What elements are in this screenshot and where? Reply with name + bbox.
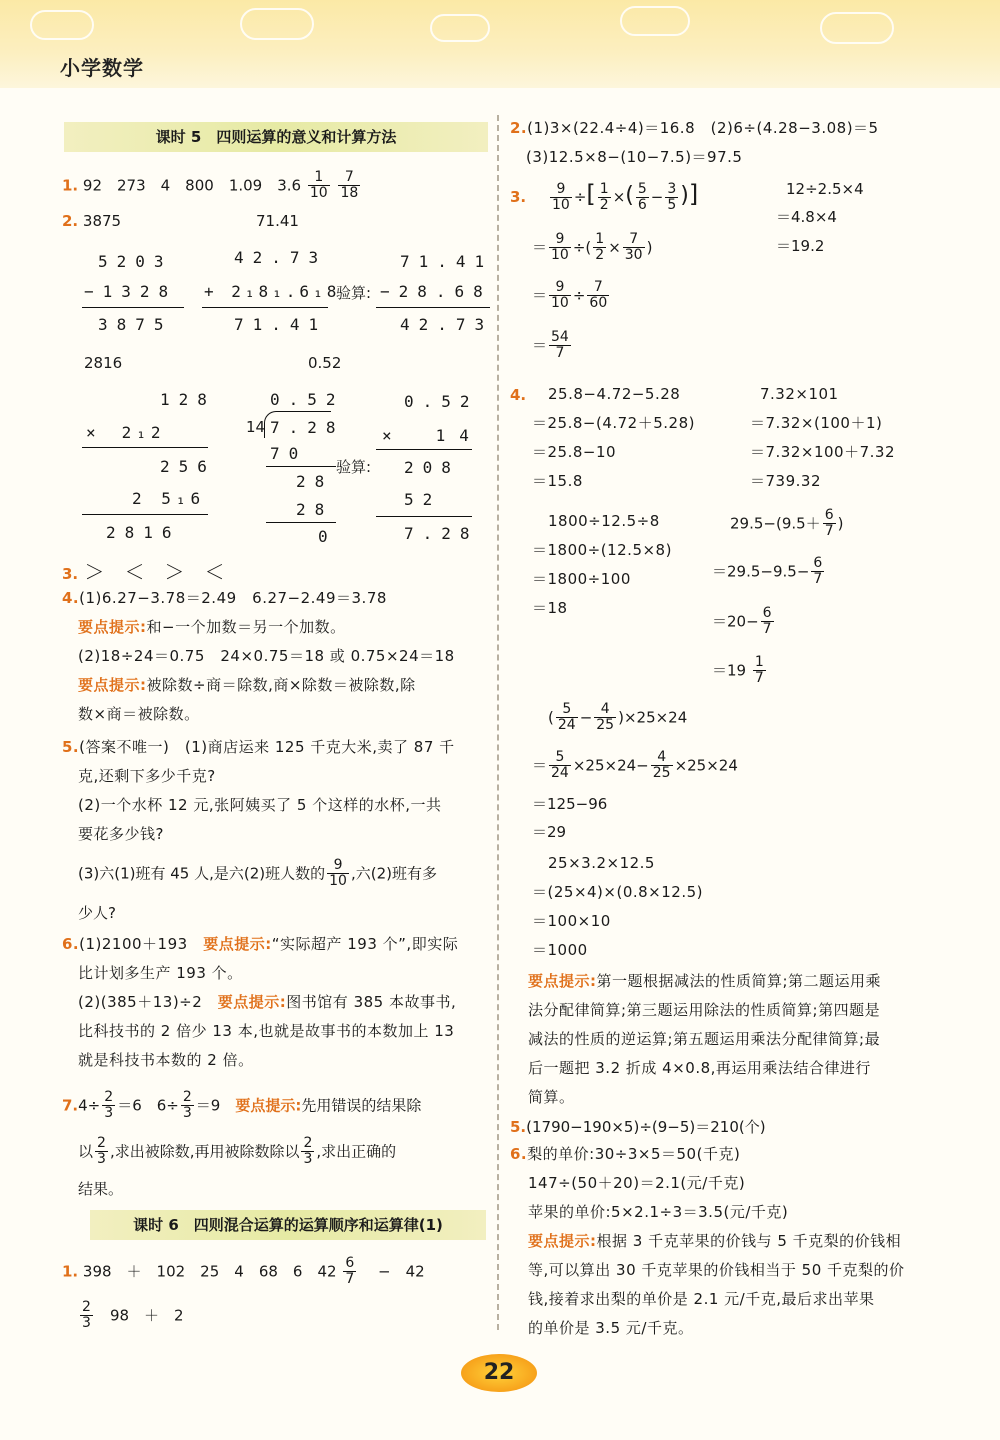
question-1 (62, 170, 362, 202)
answer-text: 克,还剩下多少千克? (78, 767, 216, 785)
question-5 (62, 733, 455, 849)
header-title: 小学数学 (60, 56, 144, 80)
fraction: $\frac{1}{10}$ (309, 169, 328, 202)
calc-step: ＝20− $\frac{6}{7}$ (712, 605, 772, 638)
answer-text: 少人? (78, 904, 116, 922)
question-4 (62, 584, 455, 729)
calc-row: 0.52 (404, 392, 479, 411)
calc-row: 128 (160, 390, 216, 409)
cloud-decoration (430, 14, 490, 42)
question-number: 7. (62, 1096, 79, 1115)
check-label: 验算: (336, 284, 372, 302)
fraction: $\frac{2}{3}$ (104, 1089, 114, 1122)
calc-row: 3875 (98, 315, 173, 334)
cloud-decoration (820, 12, 894, 44)
answer-text: 398 ＋ 102 25 4 68 6 42 (82, 1262, 337, 1281)
calc-row: −28.68 (380, 282, 492, 301)
question-7: 7.4÷ $\frac{2}{3}$ ＝6 6÷ $\frac{2}{3}$ ＝9 要点提示:先用错误的结果除 (62, 1089, 422, 1122)
divisor: 14 (246, 418, 266, 436)
calc-step: ＝ $\frac{54}{7}$ (532, 329, 569, 362)
question-number: 1. (62, 1262, 79, 1281)
cloud-decoration (620, 6, 690, 36)
answer-text: (1)6.27−3.78＝2.49 6.27−2.49＝3.78 (79, 589, 387, 607)
question-number: 5. (62, 738, 80, 756)
answer-text: (2)18÷24＝0.75 24×0.75＝18 或 0.75×24＝18 (78, 647, 455, 665)
answer-text: 3875 (82, 212, 122, 230)
tip-text: 就是科技书本数的 2 倍。 (78, 1051, 254, 1069)
question-number: 6. (62, 935, 80, 953)
calc-row: 0.52 (270, 390, 345, 409)
tip-text: 比计划多生产 193 个。 (78, 964, 243, 982)
tip-block: 要点提示:第一题根据减法的性质简算;第二题运用乘 法分配律简算;第三题运用除法的性质简算;第四题是 减法的性质的逆运算;第五题运用乘法分配律简算;最 后一题把 3.2 折成 4×0.8,再运用乘法结合律进行 简算。 (528, 972, 882, 1106)
calc-line (82, 514, 208, 515)
calc-step: ＝29 (532, 823, 567, 841)
header-banner (0, 0, 1000, 88)
calc-step: ＝29.5−9.5− $\frac{6}{7}$ (712, 555, 823, 588)
answer-text: (3)12.5×8−(10−7.5)＝97.5 (526, 148, 743, 166)
question-number: 2. (510, 119, 528, 137)
calc-step: ＝125−96 (532, 795, 608, 813)
answer-text: 梨的单价:30÷3×5＝50(千克) (527, 1145, 741, 1163)
calc-line (202, 307, 328, 308)
calc-row: 2816 (106, 523, 181, 542)
calc-step: ＝ $\frac{5}{24}$ ×25×24− $\frac{4}{25}$ ×25×24 (532, 749, 738, 782)
fraction: $\frac{2}{3}$ (182, 1089, 192, 1122)
r-question-6: 6.梨的单价:30÷3×5＝50(千克) 147÷(50＋20)＝2.1(元/千克) 苹果的单价:5×2.1÷3＝3.5(元/千克) 要点提示:根据 3 千克苹果的价钱与 5 千克梨的价钱相 等,可以算出 30 千克苹果的价钱相当于 50 千克梨的价 钱,接着求出梨的单价是 2.1 元/千克,最后求出苹果 的单价是 3.5 元/千克。 (510, 1145, 905, 1337)
calc-block-g: 25×3.2×12.5 ＝(25×4)×(0.8×12.5) ＝100×10 ＝1000 (532, 854, 703, 959)
calc-block-a: 25.8−4.72−5.28 ＝25.8−(4.72＋5.28) ＝25.8−10 ＝15.8 (532, 385, 695, 490)
calc-row: 71.41 (234, 315, 328, 334)
calc-row: 28 (296, 472, 334, 491)
question-3 (62, 560, 225, 584)
calc-row: 28 (296, 500, 334, 519)
calc-line (376, 449, 472, 450)
question-number: 4. (510, 386, 527, 404)
calc-row: −1328 (84, 282, 178, 301)
question-number: 4. (62, 589, 80, 607)
fraction: $\frac{6}{7}$ (345, 1255, 355, 1288)
question-2 (62, 212, 121, 230)
check-label: 验算: (336, 458, 372, 476)
question-number: 1. (62, 176, 79, 195)
cloud-decoration (30, 10, 94, 40)
fraction: $\frac{2}{3}$ (97, 1135, 106, 1168)
tip-text: 以 $\frac{2}{3}$ ,求出被除数,再用被除数除以 $\frac{2}{3}$ ,求出正确的 (78, 1135, 397, 1168)
calc-line (82, 307, 184, 308)
question-number: 3. (510, 188, 527, 206)
calc-step: 12÷2.5×4 (786, 180, 864, 198)
calc-line (376, 307, 490, 308)
tip-text: 数×商＝被除数。 (78, 705, 200, 723)
answer-text: (3)六(1)班有 45 人,是六(2)班人数的 $\frac{9}{10}$ ,六(2)班有多 (78, 857, 437, 890)
tip-text: 比科技书的 2 倍少 13 本,也就是故事书的本数加上 13 (78, 1022, 455, 1040)
lesson6-question-1 (62, 1256, 425, 1288)
tip-text: 被除数÷商＝除数,商×除数＝被除数,除 (146, 676, 416, 694)
calc-row: 70 (270, 444, 308, 463)
cloud-decoration (240, 8, 314, 40)
question-6: 6.(1)2100＋193 要点提示:“实际超产 193 个”,即实际 比计划多生产 193 个。 (2)(385＋13)÷2 要点提示:图书馆有 385 本故事书, 比科技书的 2 倍少 13 本,也就是故事书的本数加上 13 就是科技书本数的 2 倍。 (62, 930, 458, 1075)
answer-text: (1)3×(22.4÷4)＝16.8 (2)6÷(4.28−3.08)＝5 (527, 119, 879, 137)
fraction: $\frac{7}{18}$ (340, 169, 359, 202)
section-title-6: 课时 6 四则混合运算的运算顺序和运算律(1) (90, 1210, 486, 1240)
calc-block-c: 1800÷12.5÷8 ＝1800÷(12.5×8) ＝1800÷100 ＝18 (532, 512, 672, 617)
tip-text: 结果。 (78, 1180, 124, 1198)
tip-label: 要点提示: (528, 972, 597, 990)
answer-text: 92 273 4 800 1.09 3.6 (82, 176, 302, 195)
calc-line (266, 522, 336, 523)
r-question-5 (510, 1118, 766, 1136)
tip-label: 要点提示: (203, 935, 272, 953)
calc-row: 0 (318, 527, 337, 546)
answer-text: ＞ ＜ ＞ ＜ (84, 560, 225, 584)
calc-row: 7.28 (270, 418, 345, 437)
tip-text: 和−一个加数＝另一个加数。 (146, 618, 346, 636)
fraction: $\frac{2}{3}$ (303, 1135, 313, 1168)
calc-line (266, 466, 336, 467)
answer-text: (答案不唯一) (1)商店运来 125 千克大米,卖了 87 千 (79, 738, 455, 756)
tip-label: 要点提示: (217, 993, 287, 1011)
answer-text: 2816 (84, 354, 123, 372)
question-number: 2. (62, 212, 79, 230)
calc-line (376, 516, 472, 517)
calc-row: 52 (404, 490, 442, 509)
page-number: 22 (461, 1354, 537, 1392)
question-number: 5. (510, 1118, 527, 1136)
column-divider (497, 115, 499, 1330)
calc-row: 42.73 (400, 315, 494, 334)
answer-text: $\frac{2}{3}$ 98 ＋ 2 (82, 1299, 184, 1332)
calc-row: 42.73 (234, 248, 328, 267)
section-title-5: 课时 5 四则运算的意义和计算方法 (64, 122, 488, 152)
tip-label: 要点提示: (235, 1096, 302, 1115)
calc-row: 7.28 (404, 524, 479, 543)
calc-row: 208 (404, 458, 460, 477)
fraction: $\frac{2}{3}$ (82, 1299, 91, 1332)
calc-row: 2 5₁6 (132, 489, 206, 508)
calc-row: 71.41 (400, 252, 494, 271)
answer-text: − 42 (378, 1262, 425, 1281)
calc-step: ＝19 $\frac{1}{7}$ (712, 654, 764, 687)
fraction: $\frac{9}{10}$ (329, 857, 347, 890)
answer-text: (1790−190×5)÷(9−5)＝210(个) (526, 1118, 766, 1136)
answer-text: 71.41 (256, 212, 299, 230)
calc-step: ＝ $\frac{9}{10}$ ÷( $\frac{1}{2}$ × $\frac{7}{30}$ ) (532, 231, 653, 264)
calc-block-b: 7.32×101 ＝7.32×(100＋1) ＝7.32×100＋7.32 ＝739.32 (750, 385, 895, 490)
answer-text: 要花多少钱? (78, 825, 164, 843)
calc-step: ( $\frac{5}{24}$ − $\frac{4}{25}$ )×25×24 (548, 701, 688, 734)
answer-text: (2)一个水杯 12 元,张阿姨买了 5 个这样的水杯,一共 (78, 796, 442, 814)
calc-step: ＝4.8×4 (776, 208, 837, 226)
calc-row: 5203 (98, 252, 173, 271)
question-number: 6. (510, 1145, 528, 1163)
tip-label: 要点提示: (78, 618, 147, 636)
tip-label: 要点提示: (528, 1232, 597, 1250)
calc-step: ＝ $\frac{9}{10}$ ÷ $\frac{7}{60}$ (532, 279, 608, 312)
tip-label: 要点提示: (78, 676, 147, 694)
calc-row: × 14 (382, 426, 483, 445)
calc-row: × 2₁2 (86, 423, 166, 442)
calc-step: ＝19.2 (776, 237, 825, 255)
r-q3-line1: $\frac{9}{10}$ ÷[ $\frac{1}{2}$ ×( $\frac{5}{6}$ − $\frac{3}{5}$ )] (552, 180, 699, 213)
calc-step: 29.5−(9.5＋ $\frac{6}{7}$ ) (730, 507, 844, 540)
question-number: 3. (62, 565, 79, 583)
calc-line (82, 447, 208, 448)
answer-text: 0.52 (308, 354, 342, 372)
r-question-2 (510, 114, 879, 172)
calc-row: 256 (160, 457, 216, 476)
calc-row: + 2₁8₁.6₁8 (204, 282, 341, 301)
